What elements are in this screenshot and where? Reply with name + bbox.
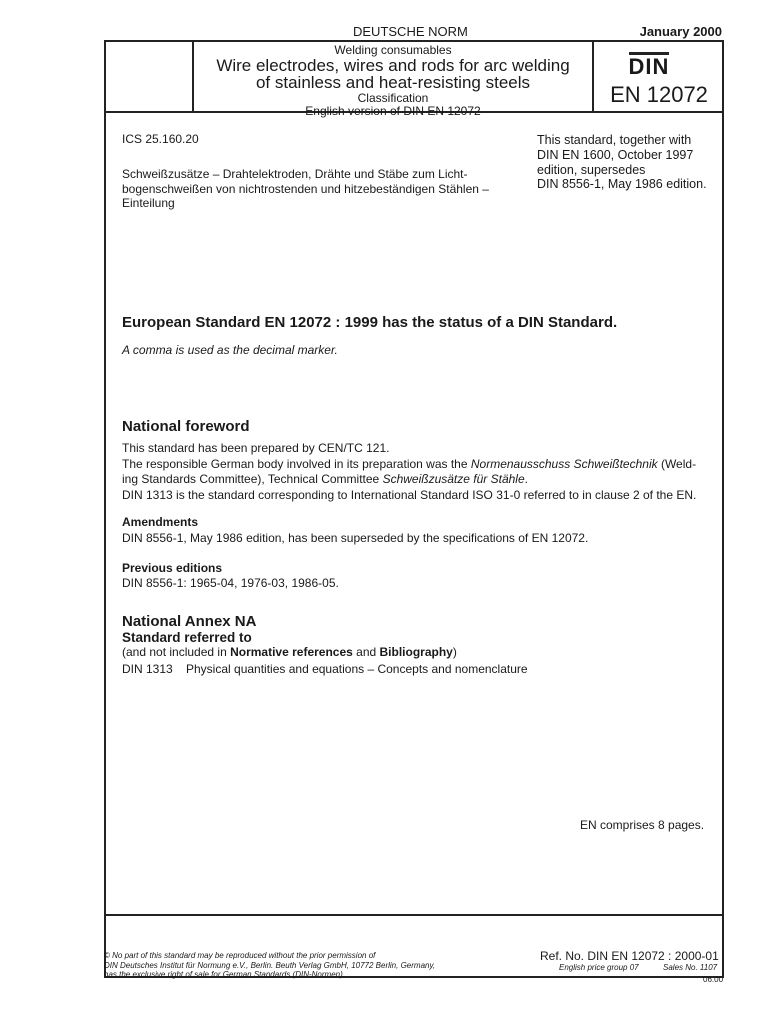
publication-date: January 2000 [639,24,722,39]
title-line-2: of stainless and heat-resisting steels [255,73,531,93]
supersedes-line-3: edition, supersedes [537,162,646,177]
foreword-line-2-text: The responsible German body involved in its preparation was the [122,456,471,471]
german-title-line-1: Schweißzusätze – Drahtelektroden, Drähte und Stäbe zum Licht- [122,167,468,181]
foreword-line-3-text: ing Standards Committee), Technical Committee [122,472,383,487]
national-foreword-body [122,441,722,503]
document-type-label: DEUTSCHE NORM [353,24,468,39]
sales-number: Sales No. 1107 [663,963,718,972]
copyright-line-2: DIN Deutsches Institut für Normung e.V., Berlin. Beuth Verlag GmbH, 10772 Berlin, Germany, [104,960,436,970]
copyright-line-3: has the exclusive right of sale for German Standards (DIN-Normen). [104,970,345,980]
decimal-marker-note: A comma is used as the decimal marker. [122,343,338,357]
price-group: English price group 07 [559,963,639,972]
foreword-line-3-end: . [524,472,528,487]
annex-note-text-e: ) [452,645,457,659]
title-line-1: Wire electrodes, wires and rods for arc welding [216,55,570,75]
title-block [194,44,592,117]
edition-code: 06.00 [703,975,724,984]
title-english-version: English version of DIN EN 12072 [305,103,481,118]
amendments-text: DIN 8556-1, May 1986 edition, has been superseded by the specifications of EN 12072. [122,531,589,545]
german-title [122,167,502,211]
annex-entry-title: Physical quantities and equations – Concepts and nomenclature [186,662,528,676]
german-title-line-2: bogenschweißen von nichtrostenden und hitzebeständigen Stählen – [122,181,489,196]
foreword-line-3 [122,472,722,488]
supersedes-line-1: This standard, together with [537,133,692,147]
supersedes-line-2: DIN EN 1600, October 1997 [537,147,694,162]
national-annex-note [122,645,457,661]
previous-editions-text: DIN 8556-1: 1965-04, 1976-03, 1986-05. [122,576,339,590]
standard-number: EN 12072 [610,82,708,107]
national-annex-heading: National Annex NA [122,613,257,630]
din-logo [618,52,680,79]
supersedes-line-4: DIN 8556-1, May 1986 edition. [537,177,707,192]
din-logo-text: DIN [628,54,670,79]
annex-note-text-c: and [352,645,380,659]
annex-entry [122,662,528,676]
german-title-line-3: Einteilung [122,196,175,211]
copyright-notice [104,951,504,980]
foreword-line-2 [122,457,722,473]
national-annex-subheading: Standard referred to [122,630,252,645]
foreword-line-2-end: (Weld- [657,456,697,471]
title-subtitle: Welding consumables [334,43,452,57]
foreword-line-1: This standard has been prepared by CEN/TC 121. [122,441,390,455]
footer-rule [104,914,724,916]
annex-note-text-a: (and not included in [122,645,231,659]
supersedes-note [537,133,723,192]
ics-code: ICS 25.160.20 [122,132,199,146]
copyright-line-1: © No part of this standard may be reproduced without the prior permission of [104,951,376,960]
foreword-line-4: DIN 1313 is the standard corresponding to International Standard ISO 31-0 referred to in clause 2 of the EN. [122,487,697,502]
reference-number: Ref. No. DIN EN 12072 : 2000-01 [540,949,719,963]
european-standard-status: European Standard EN 12072 : 1999 has the status of a DIN Standard. [122,314,618,331]
annex-note-bibliography: Bibliography [379,645,453,659]
foreword-technical-committee: Schweißzusätze für Stähle [382,472,525,487]
annex-entry-code: DIN 1313 [122,662,173,676]
previous-editions-heading: Previous editions [122,561,223,575]
annex-note-normative-references: Normative references [230,645,353,659]
foreword-committee-name: Normenausschuss Schweißtechnik [470,456,658,471]
national-foreword-heading: National foreword [122,418,250,435]
title-classification: Classification [357,91,429,106]
amendments-heading: Amendments [122,515,199,529]
page-count-note: EN comprises 8 pages. [580,818,705,832]
